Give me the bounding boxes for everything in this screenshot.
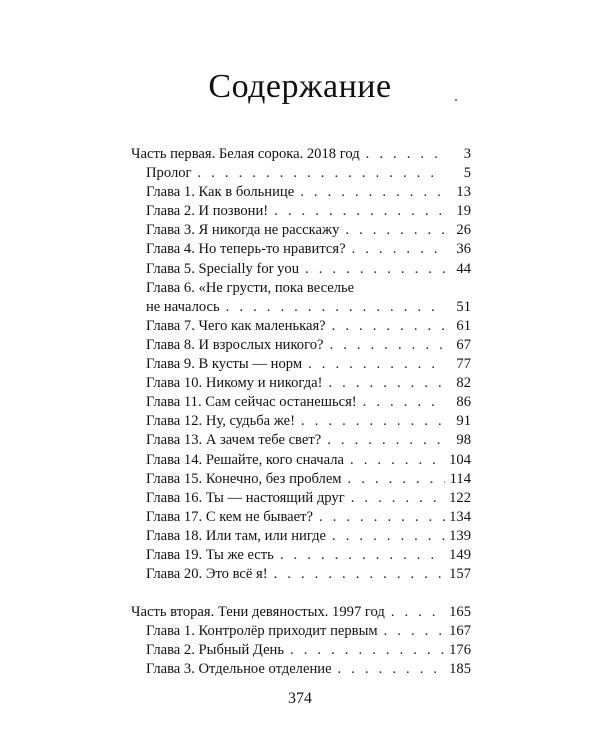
toc-entry-label: Глава 14. Решайте, кого сначала	[146, 451, 344, 468]
toc-entry	[131, 279, 471, 317]
print-speck	[455, 99, 457, 101]
dot-leader	[300, 183, 445, 202]
toc-entry-label: Глава 12. Ну, судьба же!	[146, 413, 296, 430]
dot-leader	[345, 221, 445, 240]
toc-page-number: 134	[449, 508, 471, 525]
toc-entry	[131, 527, 471, 546]
toc-entry-label: Глава 1. Как в больнице	[146, 184, 295, 201]
dot-leader	[328, 374, 445, 393]
dot-leader	[330, 336, 446, 355]
dot-leader	[332, 527, 445, 546]
toc-entry	[131, 240, 471, 259]
dot-leader	[352, 240, 445, 259]
toc-entry	[131, 355, 471, 374]
toc-page-number: 122	[449, 489, 471, 506]
toc-entry-label: Глава 1. Контролёр приходит первым	[146, 623, 378, 640]
dot-leader	[308, 355, 445, 374]
toc-entry-label: Глава 2. Рыбный День	[146, 642, 285, 659]
dot-leader	[301, 412, 445, 431]
dot-leader	[338, 660, 445, 679]
toc-entry	[131, 202, 471, 221]
dot-leader	[274, 202, 445, 221]
toc-part-2	[131, 603, 471, 622]
toc-page-number: 19	[456, 203, 471, 220]
toc-page-number: 36	[456, 241, 471, 258]
toc-entry-label: Глава 6. «Не грусти, пока веселье	[146, 279, 355, 296]
toc-page-number: 5	[463, 165, 471, 182]
dot-leader	[384, 622, 445, 641]
toc-entry-label-continued: не началось	[146, 298, 220, 315]
dot-leader	[348, 470, 445, 489]
toc-page-number: 176	[449, 642, 471, 659]
toc-page-number: 82	[456, 375, 471, 392]
toc-entry-label: Пролог	[146, 165, 192, 182]
toc-page-number: 44	[456, 260, 471, 277]
toc-page-number: 67	[456, 336, 471, 353]
toc-page-number: 91	[456, 413, 471, 430]
toc-entry-label: Глава 18. Или там, или нигде	[146, 527, 326, 544]
toc-entry-label: Глава 15. Конечно, без проблем	[146, 470, 342, 487]
toc-entry	[131, 508, 471, 527]
toc-page-number: 3	[463, 146, 471, 162]
toc-entry-label: Глава 19. Ты же есть	[146, 546, 274, 563]
section-gap	[131, 584, 471, 603]
toc-entry	[131, 546, 471, 565]
toc-page-number: 157	[449, 566, 471, 583]
toc-entry	[131, 317, 471, 336]
toc-page-number: 139	[449, 527, 471, 544]
dot-leader	[327, 431, 445, 450]
toc-entry	[131, 660, 471, 679]
toc-entry-label: Глава 3. Отдельное отделение	[146, 661, 332, 678]
toc-entry-label: Глава 7. Чего как маленькая?	[146, 317, 326, 334]
toc-entry-label: Глава 11. Сам сейчас останешься!	[146, 394, 357, 411]
toc-page-number: 167	[449, 623, 471, 640]
toc-entry	[131, 374, 471, 393]
toc-entry-label: Глава 9. В кусты — норм	[146, 356, 303, 373]
toc-entry-label: Глава 10. Никому и никогда!	[146, 375, 323, 392]
toc-entry	[131, 622, 471, 641]
dot-leader	[305, 260, 445, 279]
toc-entry-label: Глава 8. И взрослых никого?	[146, 336, 324, 353]
toc-part-label: Часть первая. Белая сорока. 2018 год	[131, 146, 360, 162]
dot-leader	[363, 393, 445, 412]
toc-page-number: 77	[456, 356, 471, 373]
toc-entry-label: Глава 20. Это всё я!	[146, 566, 268, 583]
toc-entry	[131, 641, 471, 660]
table-of-contents	[131, 145, 471, 680]
toc-entry	[131, 393, 471, 412]
toc-entry	[131, 412, 471, 431]
dot-leader	[350, 451, 445, 470]
toc-page-number: 61	[456, 317, 471, 334]
toc-page-number: 185	[449, 661, 471, 678]
toc-entry	[131, 565, 471, 584]
toc-entry-label: Глава 13. А зачем тебе свет?	[146, 432, 322, 449]
dot-leader	[366, 145, 445, 164]
toc-entry	[131, 260, 471, 279]
toc-part-label: Часть вторая. Тени девяностых. 1997 год	[131, 604, 385, 621]
dot-leader	[274, 565, 445, 584]
dot-leader	[226, 298, 445, 317]
toc-entry	[131, 489, 471, 508]
toc-page-number: 86	[456, 394, 471, 411]
toc-page-number: 26	[456, 222, 471, 239]
toc-entry-label: Глава 3. Я никогда не расскажу	[146, 222, 340, 239]
toc-entry-label: Глава 17. С кем не бывает?	[146, 508, 313, 525]
dot-leader	[332, 317, 445, 336]
toc-part-1	[131, 145, 471, 164]
page-number: 374	[288, 690, 312, 707]
dot-leader	[198, 164, 445, 183]
toc-entry	[131, 431, 471, 450]
toc-entry	[131, 470, 471, 489]
dot-leader	[351, 489, 445, 508]
toc-page-number: 98	[456, 432, 471, 449]
dot-leader	[290, 641, 445, 660]
dot-leader	[391, 603, 445, 622]
toc-page-number: 51	[456, 298, 471, 315]
toc-entry	[131, 221, 471, 240]
toc-entry	[131, 183, 471, 202]
toc-entry	[131, 451, 471, 470]
toc-entry-label: Глава 2. И позвони!	[146, 203, 269, 220]
toc-page-number: 165	[449, 604, 471, 621]
toc-entry	[131, 164, 471, 183]
page-title: Содержание	[208, 68, 392, 105]
toc-page-number: 13	[456, 184, 471, 201]
dot-leader	[280, 546, 445, 565]
dot-leader	[319, 508, 445, 527]
toc-page-number: 104	[449, 451, 471, 468]
toc-page-number: 149	[449, 546, 471, 563]
toc-entry-label: Глава 4. Но теперь-то нравится?	[146, 241, 346, 258]
toc-entry-line2	[146, 298, 471, 317]
toc-entry	[131, 336, 471, 355]
toc-entry-label: Глава 16. Ты — настоящий друг	[146, 489, 345, 506]
toc-page-number: 114	[449, 470, 471, 487]
toc-entry-label: Глава 5. Specially for you	[146, 260, 300, 277]
